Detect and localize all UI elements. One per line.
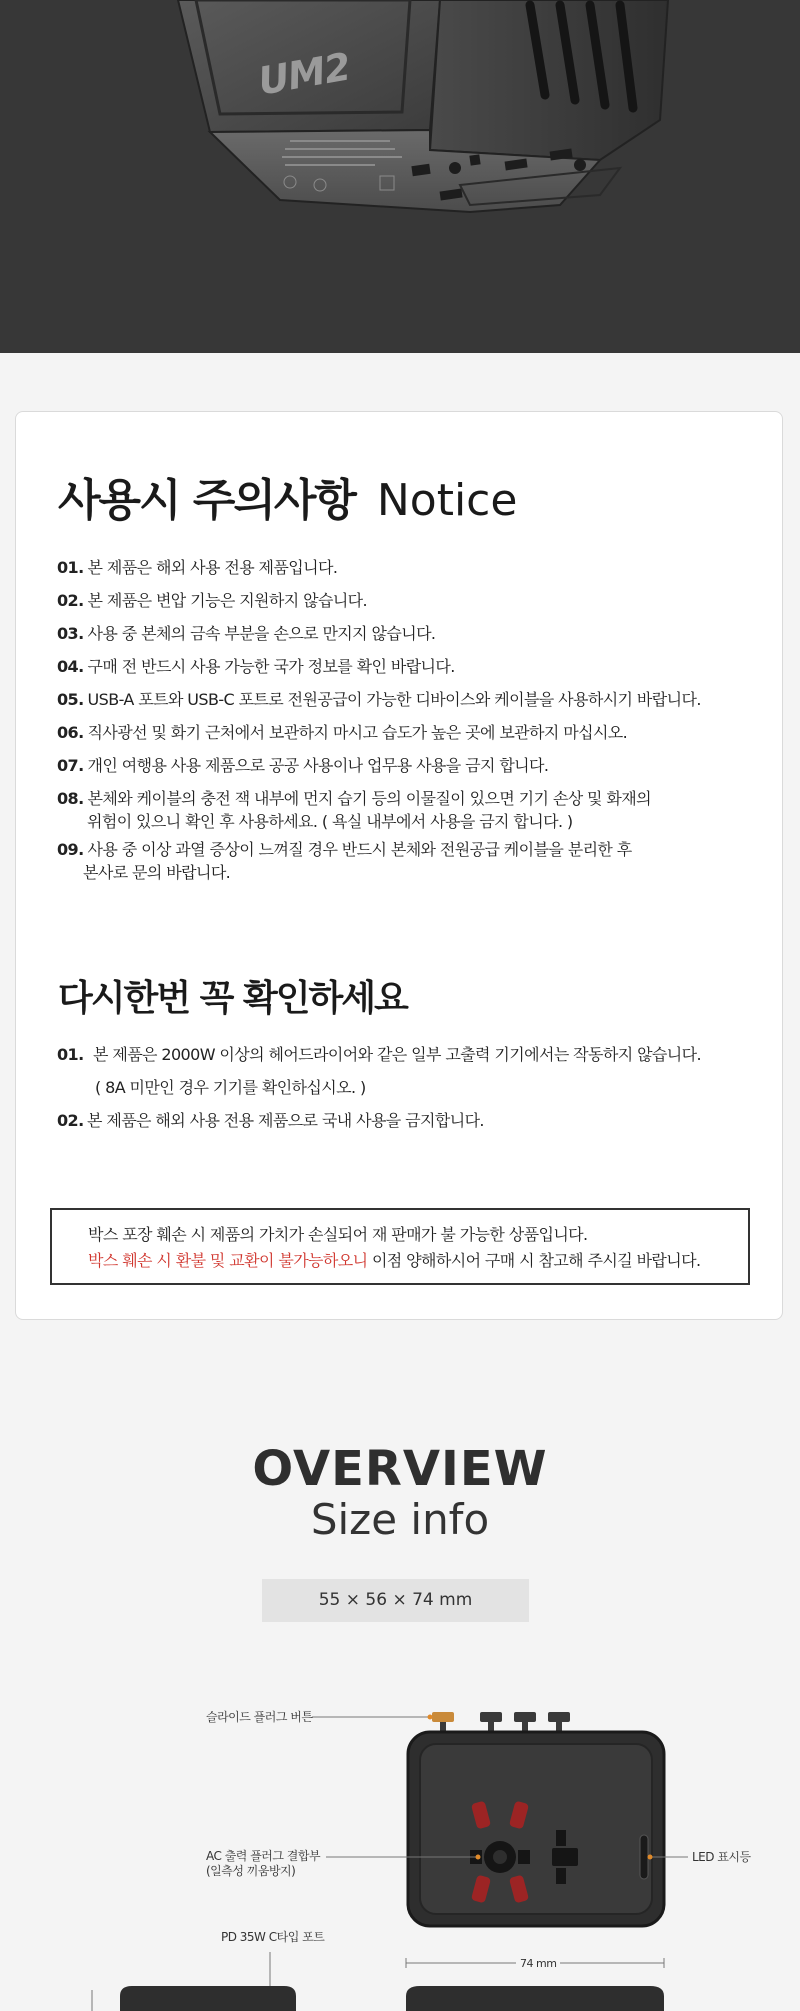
notice-title-ko: 사용시 주의사항 [58,475,355,526]
label-slide-button: 슬라이드 플러그 버튼 [206,1710,313,1724]
notice-card [15,411,783,1320]
notice-item: 03. 사용 중 본체의 금속 부분을 손으로 만지지 않습니다. [57,624,436,643]
packaging-warning-line1: 박스 포장 훼손 시 제품의 가치가 손실되어 재 판매가 불 가능한 상품입니다. [88,1225,588,1244]
size-diagram [0,1680,800,2011]
recheck-title: 다시한번 꼭 확인하세요 [58,978,407,1019]
notice-list [57,556,767,894]
refund-warning-highlight: 박스 훼손 시 환불 및 교환이 불가능하오니 [88,1251,368,1270]
notice-item: 06. 직사광선 및 화기 근처에서 보관하지 마시고 습도가 높은 곳에 보관하지 마십시오. [57,723,628,742]
notice-title [58,464,517,528]
brand-logo: UM2 [254,44,354,104]
size-badge: 55 × 56 × 74 mm [262,1579,529,1622]
adapter-render [0,0,800,353]
led-indicator [640,1835,648,1879]
packaging-warning-box [50,1208,750,1285]
adapter-side-view [120,1986,296,2011]
hero-product-image [0,0,800,353]
label-led: LED 표시등 [692,1850,751,1864]
notice-item: 07. 개인 여행용 사용 제품으로 공공 사용이나 업무용 사용을 금지 합니다. [57,756,549,775]
recheck-item: 02. 본 제품은 해외 사용 전용 제품으로 국내 사용을 금지합니다. [57,1111,484,1130]
adapter-bottom-view [406,1986,664,2011]
notice-item: 02. 본 제품은 변압 기능은 지원하지 않습니다. [57,591,368,610]
recheck-list [57,1043,777,1142]
recheck-item: 01. 본 제품은 2000W 이상의 헤어드라이어와 같은 일부 고출력 기기에서는 작동하지 않습니다. ( 8A 미만인 경우 기기를 확인하십시오. ) [57,1045,701,1097]
notice-item: 05. USB-A 포트와 USB-C 포트로 전원공급이 가능한 디바이스와 케이블을 사용하시기 바랍니다. [57,690,701,709]
notice-title-en: Notice [376,475,518,526]
notice-item: 01. 본 제품은 해외 사용 전용 제품입니다. [57,558,338,577]
notice-item: 09. 사용 중 이상 과열 증상이 느껴질 경우 반드시 본체와 전원공급 케이블을 분리한 후 본사로 문의 바랍니다. [57,840,632,882]
label-width: 74 mm [516,1956,560,1971]
notice-item: 08. 본체와 케이블의 충전 잭 내부에 먼지 습기 등의 이물질이 있으면 기기 손상 및 화재의 위험이 있으니 확인 후 사용하세요. ( 욕실 내부에서 사용을 금지 합니다. ) [57,789,651,831]
overview-title: OVERVIEW [252,1441,548,1497]
adapter-diagram [0,1680,800,2011]
label-ac-output: AC 출력 플러그 결합부 (일측성 끼움방지) [206,1849,321,1878]
label-pd-port: PD 35W C타입 포트 [221,1930,325,1944]
packaging-warning-line2: 박스 훼손 시 환불 및 교환이 불가능하오니 이점 양해하시어 구매 시 참고해 주시길 바랍니다. [88,1251,701,1270]
overview-subtitle: Size info [310,1495,490,1544]
notice-item: 04. 구매 전 반드시 사용 가능한 국가 정보를 확인 바랍니다. [57,657,455,676]
slide-plug-buttons [432,1712,570,1732]
